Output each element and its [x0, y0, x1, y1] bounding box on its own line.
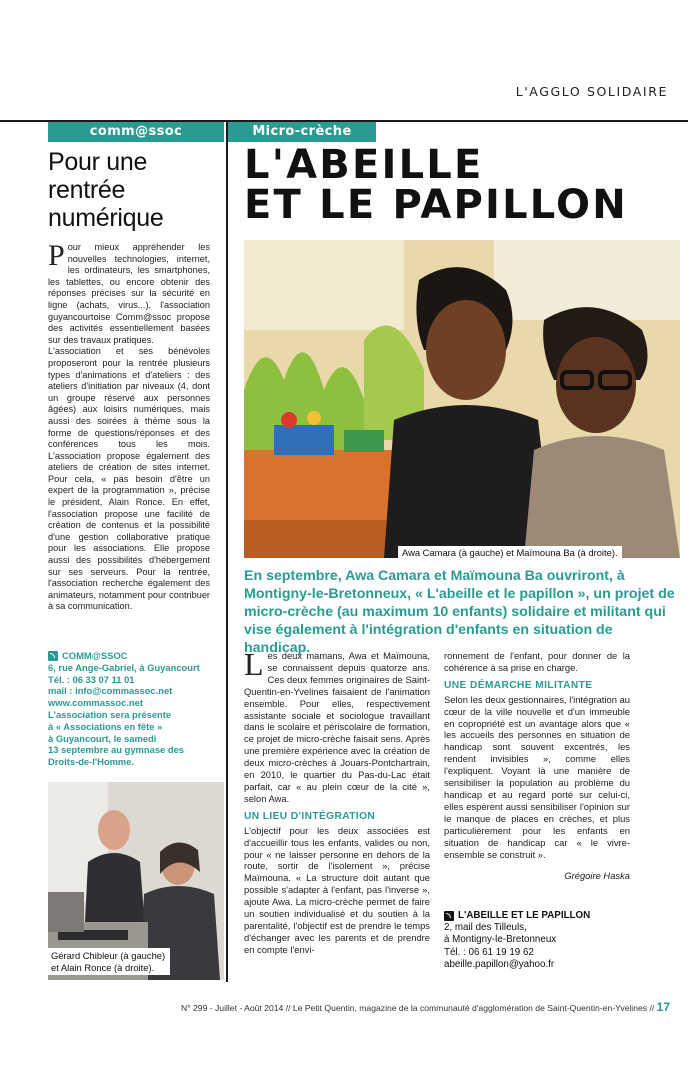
main-title-line-2: ET LE PAPILLON — [244, 182, 628, 228]
left-photo-caption: Gérard Chibleur (à gauche) et Alain Ronce (à droite). — [48, 948, 170, 975]
photo-founders — [244, 240, 680, 558]
page-footer — [170, 1000, 670, 1014]
page-number: 17 — [656, 1000, 670, 1014]
section-header: L'AGGLO SOLIDAIRE — [515, 84, 668, 99]
info-line: à « Associations en fête » — [48, 720, 163, 732]
footer-text: N° 299 - Juillet - Août 2014 // Le Petit Quentin, magazine de la communauté d'agglomération de Saint-Quentin-en-Yvelines // — [181, 1003, 655, 1013]
info-mail[interactable]: mail : info@commassoc.net — [48, 685, 173, 697]
left-photo-credit: © Leclé — [207, 909, 213, 930]
col1-paragraph-1: Les deux mamans, Awa et Maïmouna, se connaissent depuis quatorze ans. Ces deux femmes originaires de Saint-Quentin-en-Yvelines faisaient de l'animation ensemble. Pour elles, respectivement assistante sociale et sociologue travaillant dans le scolaire et périscolaire de formation, ce projet de micro-crèche faisait sens. Après une première expérience avec la création de deux micro-crèches à Jouars-Pontchartrain, en 2010, le quartier du Pas-du-Lac était parfait, car « au plein cœur de la cité », selon Awa. — [244, 646, 430, 804]
contact-name: L'ABEILLE ET LE PAPILLON — [458, 910, 591, 921]
right-tag: Micro-crèche — [228, 122, 376, 142]
photo-illustration — [244, 240, 680, 558]
left-tag: comm@ssoc — [48, 122, 224, 142]
contact-city: à Montigny-le-Bretonneux — [444, 934, 557, 946]
article-lead: En septembre, Awa Camara et Maïmouna Ba ouvriront, à Montigny-le-Bretonneux, « L'abeille et le papillon », un projet de micro-crèche (au maximum 10 enfants) solidaire et militant qui vise également à l'intégration d'enfants en situation de handicap. — [244, 568, 675, 656]
info-website[interactable]: www.commassoc.net — [48, 697, 143, 709]
contact-email[interactable]: abeille.papillon@yahoo.fr — [444, 958, 555, 970]
subhead-lieu-integration: UN LIEU D'INTÉGRATION — [244, 810, 376, 822]
info-line: Droits-de-l'Homme. — [48, 756, 135, 768]
main-photo-caption: Awa Camara (à gauche) et Maïmouna Ba (à droite). — [398, 546, 622, 559]
info-line: L'association sera présente — [48, 708, 172, 720]
main-title-line-1: L'ABEILLE — [244, 142, 484, 188]
left-dropcap: P — [48, 239, 65, 272]
rss-icon — [48, 651, 58, 661]
col1-paragraph-2: L'objectif pour les deux associées est d'accueillir tous les enfants, valides ou non, pour « ne laisser personne en dehors de la route, sortir de l'isolement », précise Maïmouna. « La structure doit autant que possible s'adapter à l'enfant, pas l'inverse », ajoute Awa. La micro-crèche permet de faire un soutien individualisé et du soutien à la parentalité, l'objectif est de prendre le temps d'échanger avec les parents et de prendre en compte l'envi- — [244, 824, 430, 955]
subhead-demarche-militante: UNE DÉMARCHE MILITANTE — [444, 679, 593, 691]
main-title — [244, 142, 674, 228]
right-dropcap: L — [244, 646, 264, 682]
info-line: 13 septembre au gymnase des — [48, 744, 185, 756]
col2-paragraph-2: Selon les deux gestionnaires, l'intégration au cœur de la ville nouvelle et d'un immeuble en copropriété est un avantage alors que « les accueils des personnes en situation de handicap sont souvent excentrés, les rendent invisibles », comme elles l'expliquent. Voyant là une manière de sensibiliser la population au problème du handicap et au regard porté sur celui-ci, elles espèrent aussi sensibiliser l'opinion sur le manque de places en crèches, et plus particulièrement pour les enfants en situation de handicap car « le vivre-ensemble se construit ». — [444, 693, 630, 860]
column-rule — [226, 120, 228, 982]
col2-paragraph-1: ronnement de l'enfant, pour donner de la cohérence à sa prise en charge. — [444, 650, 630, 673]
left-article-body — [48, 239, 210, 613]
left-paragraph-2: L'association et ses bénévoles proposeront pour la rentrée plusieurs types d'animations et d'ateliers : des ateliers d'initiation par niveaux (4, dont un groupe réservé aux personnes âgées) aux loisirs numériques, mais aussi des soirées à thème sous la forme de questions/réponses et des conférences tous les mois. L'association propose également des ateliers de création de sites internet. Pour cela, « pas besoin d'être un expert de la programmation », précise le président, Alain Ronce. En effet, l'association propose une facilité de création de contenus et la possibilité d'une gestion collaborative pratique pour les associations. Elle propose aussi des possibilités d'hébergement sur ses serveurs. Pour la rentrée, l'association recherche également des animateurs, notamment pour contribuer à sa communication. — [48, 346, 210, 612]
info-line: à Guyancourt, le samedi — [48, 732, 157, 744]
article-signature: Grégoire Haska — [564, 870, 630, 882]
contact-address: 2, mail des Tilleuls, — [444, 922, 527, 934]
left-title: Pour une rentrée numérique — [48, 148, 164, 232]
commassoc-info — [48, 650, 224, 768]
article-column-1 — [244, 646, 430, 956]
info-phone: Tél. : 06 33 07 11 01 — [48, 673, 135, 685]
info-address: 6, rue Ange-Gabriel, à Guyancourt — [48, 661, 200, 673]
left-paragraph-1: Pour mieux appréhender les nouvelles technologies, internet, les ordinateurs, les smartphones, les tablettes, ou encore obtenir des réponses précises sur la sécurité en ligne (achats, virus...), l'association guyancourtoise Comm@ssoc propose des activités essentiellement basées sur des travaux pratiques. — [48, 239, 210, 345]
contact-phone: Tél. : 06 61 19 19 62 — [444, 946, 534, 958]
info-org: COMM@SSOC — [62, 650, 128, 661]
abeille-contact — [444, 910, 680, 971]
rss-icon — [444, 911, 454, 921]
article-column-2 — [444, 650, 630, 882]
